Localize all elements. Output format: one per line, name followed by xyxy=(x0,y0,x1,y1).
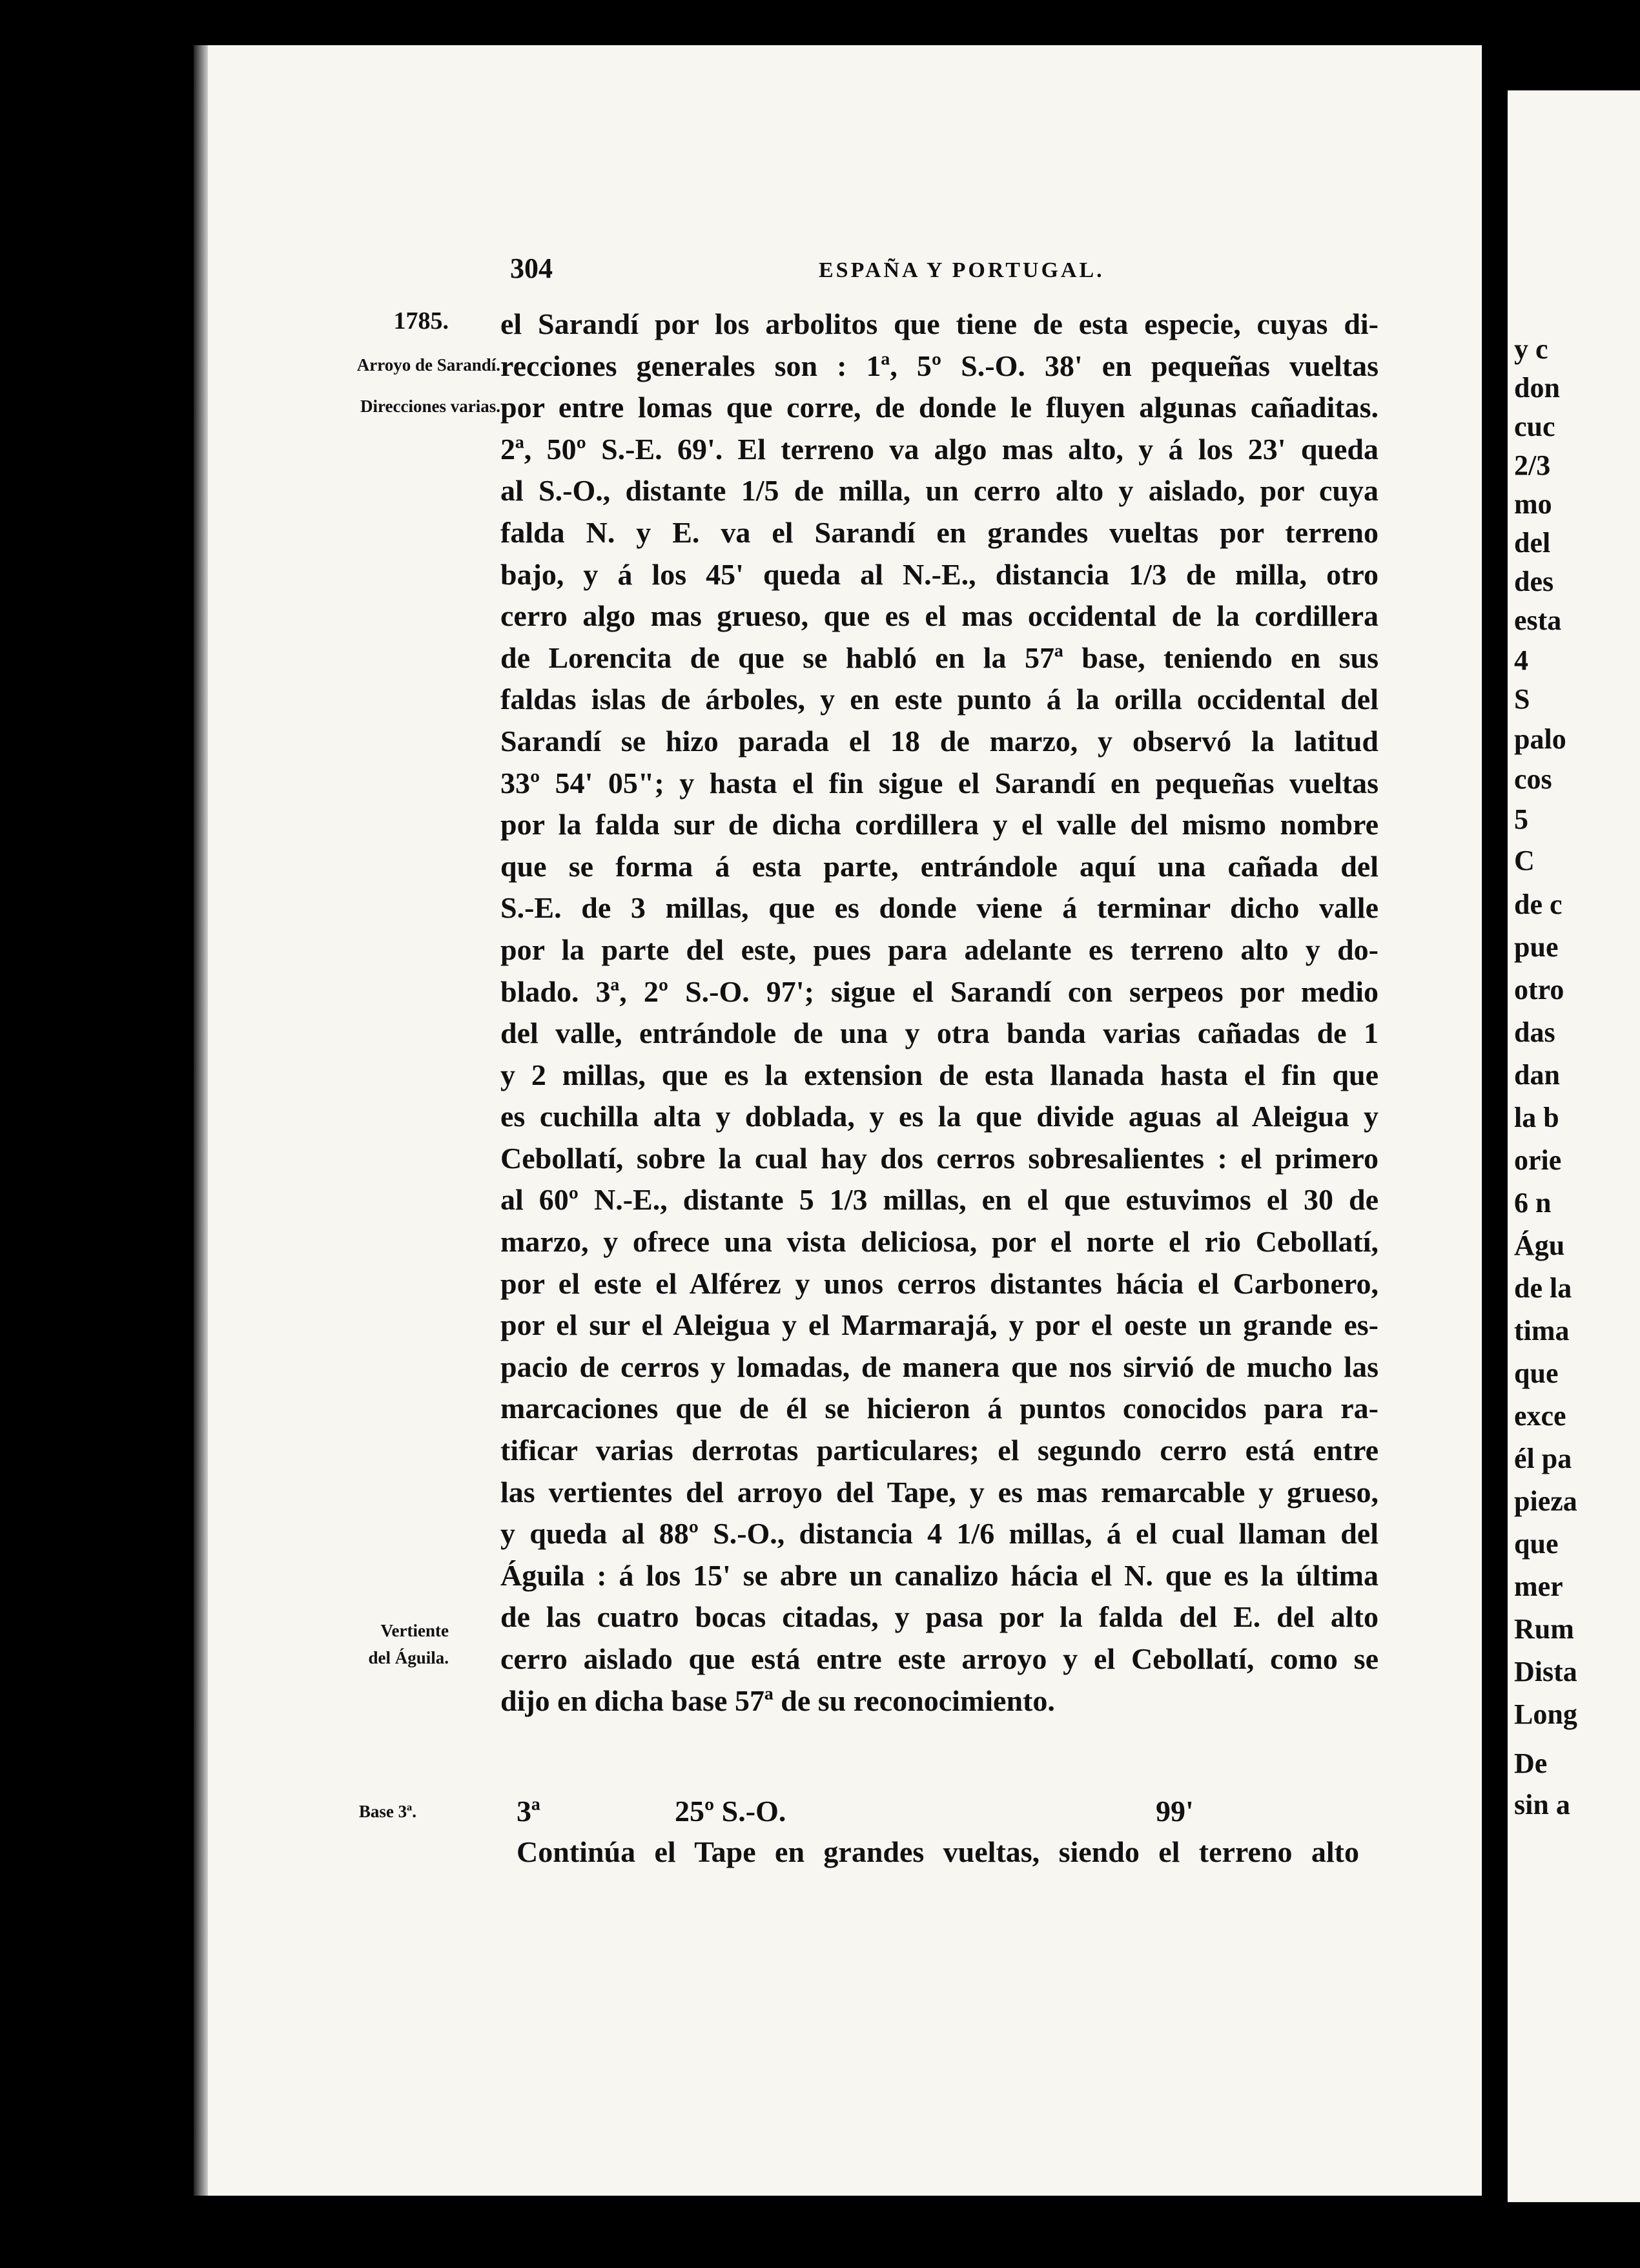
next-page-line: 4 xyxy=(1514,644,1528,676)
next-page-line: cuc xyxy=(1514,411,1555,442)
text-line: de las cuatro bocas citadas, y pasa por la falda del E. del alto xyxy=(500,1600,1379,1634)
next-page-line: don xyxy=(1514,372,1560,404)
text-line: y queda al 88º S.-O., distancia 4 1/6 millas, á el cual llaman del xyxy=(500,1517,1379,1551)
text-line: tificar varias derrotas particulares; el segundo cerro está entre xyxy=(500,1434,1379,1467)
text-line: Continúa el Tape en grandes vueltas, siendo el terreno alto xyxy=(517,1835,1359,1868)
next-page-line: la b xyxy=(1514,1102,1559,1133)
text-line: por el sur el Aleigua y el Marmarajá, y por el oeste un grande es- xyxy=(500,1308,1379,1342)
base-ordinal: 3ª xyxy=(517,1795,540,1828)
next-page-line: 5 xyxy=(1514,803,1528,835)
next-page-line: mer xyxy=(1514,1571,1563,1602)
next-page-line: mo xyxy=(1514,488,1552,520)
text-line: por la falda sur de dicha cordillera y el valle del mismo nombre xyxy=(500,808,1379,841)
next-page-line: exce xyxy=(1514,1400,1566,1432)
text-line: bajo, y á los 45' queda al N.-E., distancia 1/3 de milla, otro xyxy=(500,557,1379,591)
text-line: Sarandí se hizo parada el 18 de marzo, y observó la latitud xyxy=(500,724,1379,758)
margin-note-year: 1785. xyxy=(393,307,449,335)
text-line: cerro aislado que está entre este arroyo y el Cebollatí, como se xyxy=(500,1642,1379,1675)
next-page-line: palo xyxy=(1514,723,1566,755)
text-line: el Sarandí por los arbolitos que tiene de esta especie, cuyas di- xyxy=(500,307,1379,340)
next-page-line: de c xyxy=(1514,889,1563,920)
next-page-line: pieza xyxy=(1514,1485,1577,1517)
text-line: Águila : á los 15' se abre un canalizo hácia el N. que es la última xyxy=(500,1558,1379,1592)
margin-note-arroyo: Arroyo de Sarandí. xyxy=(356,355,500,375)
next-page-line: del xyxy=(1514,527,1551,559)
text-line: cerro algo mas grueso, que es el mas occidental de la cordillera xyxy=(500,599,1379,633)
next-page-line: das xyxy=(1514,1016,1555,1048)
margin-note-vertiente: Vertiente xyxy=(380,1621,449,1640)
next-page-line: sin a xyxy=(1514,1789,1570,1820)
text-line: al 60º N.-E., distante 5 1/3 millas, en el que estuvimos el 30 de xyxy=(500,1183,1379,1217)
margin-note-base: Base 3ª. xyxy=(358,1802,416,1821)
next-page-line: que xyxy=(1514,1357,1559,1389)
next-page-line: 6 n xyxy=(1514,1187,1552,1219)
next-page-line: orie xyxy=(1514,1144,1562,1176)
text-line: pacio de cerros y lomadas, de manera que nos sirvió de mucho las xyxy=(500,1350,1379,1383)
next-page-line: que xyxy=(1514,1528,1559,1560)
next-page-line: 2/3 xyxy=(1514,449,1551,481)
text-line: por la parte del este, pues para adelante es terreno alto y do- xyxy=(500,933,1379,966)
next-page-line: des xyxy=(1514,566,1554,597)
page-spine-edge xyxy=(194,45,208,2196)
next-page-fragment xyxy=(1508,90,1640,2202)
running-title: ESPAÑA Y PORTUGAL. xyxy=(819,258,1105,282)
text-line: falda N. y E. va el Sarandí en grandes vueltas por terreno xyxy=(500,515,1379,549)
next-page-line: Rum xyxy=(1514,1613,1574,1645)
base-direction: 25º S.-O. xyxy=(675,1795,786,1828)
next-page-line: Long xyxy=(1514,1698,1577,1730)
next-page-line: esta xyxy=(1514,604,1562,636)
next-page-line: tima xyxy=(1514,1315,1570,1346)
text-line: marzo, y ofrece una vista deliciosa, por el norte el rio Cebollatí, xyxy=(500,1225,1379,1259)
text-line: Cebollatí, sobre la cual hay dos cerros sobresalientes : el primero xyxy=(500,1141,1379,1175)
next-page-line: cos xyxy=(1514,763,1552,795)
text-line: recciones generales son : 1ª, 5º S.-O. 38' en pequeñas vueltas xyxy=(500,349,1379,382)
text-line: 33º 54' 05"; y hasta el fin sigue el Sarandí en pequeñas vueltas xyxy=(500,766,1379,799)
text-line: y 2 millas, que es la extension de esta llanada hasta el fin que xyxy=(500,1058,1379,1091)
next-page-line: S xyxy=(1514,683,1530,715)
page-number: 304 xyxy=(510,253,553,284)
text-line: las vertientes del arroyo del Tape, y es mas remarcable y grueso, xyxy=(500,1475,1379,1509)
margin-note-direcciones: Direcciones varias. xyxy=(360,397,500,416)
next-page-line: dan xyxy=(1514,1059,1560,1091)
next-page-line: él pa xyxy=(1514,1443,1572,1474)
next-page-line: pue xyxy=(1514,931,1559,963)
next-page-line: de la xyxy=(1514,1272,1572,1304)
text-line: de Lorencita de que se habló en la 57ª base, teniendo en sus xyxy=(500,641,1379,674)
text-line: blado. 3ª, 2º S.-O. 97'; sigue el Sarandí con serpeos por medio xyxy=(500,974,1379,1008)
text-line: dijo en dicha base 57ª de su reconocimiento. xyxy=(500,1684,1055,1717)
next-page-line: Dista xyxy=(1514,1656,1577,1687)
text-line: 2ª, 50º S.-E. 69'. El terreno va algo mas alto, y á los 23' queda xyxy=(500,432,1379,466)
text-line: es cuchilla alta y doblada, y es la que divide aguas al Aleigua y xyxy=(500,1100,1379,1133)
text-line: marcaciones que de él se hicieron á puntos conocidos para ra- xyxy=(500,1392,1379,1425)
base-distance: 99' xyxy=(1156,1795,1194,1828)
continuation-line xyxy=(517,1831,1359,1873)
text-line: por entre lomas que corre, de donde le fluyen algunas cañaditas. xyxy=(500,391,1379,424)
text-line: del valle, entrándole de una y otra banda varias cañadas de 1 xyxy=(500,1016,1379,1050)
body-text xyxy=(500,304,1379,1722)
next-page-line: otro xyxy=(1514,974,1564,1005)
text-line: al S.-O., distante 1/5 de milla, un cerro alto y aislado, por cuya xyxy=(500,474,1379,508)
next-page-line: y c xyxy=(1514,333,1548,365)
text-line: que se forma á esta parte, entrándole aquí una cañada del xyxy=(500,849,1379,883)
next-page-line: De xyxy=(1514,1747,1548,1779)
next-page-line: C xyxy=(1514,845,1535,876)
text-line: por el este el Alférez y unos cerros distantes hácia el Carbonero, xyxy=(500,1266,1379,1300)
text-line: S.-E. de 3 millas, que es donde viene á terminar dicho valle xyxy=(500,891,1379,925)
next-page-line: Águ xyxy=(1514,1230,1565,1261)
text-line: faldas islas de árboles, y en este punto á la orilla occidental del xyxy=(500,683,1379,716)
margin-note-del-aguila: del Águila. xyxy=(368,1648,449,1667)
